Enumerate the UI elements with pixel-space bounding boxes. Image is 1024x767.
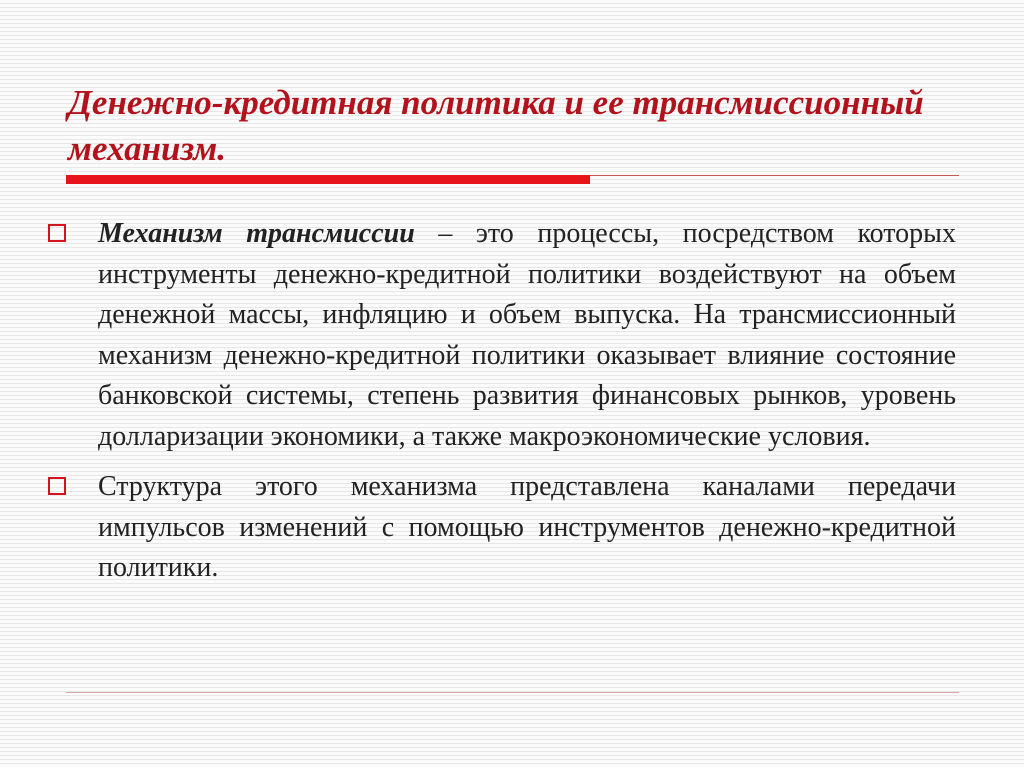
bullet-text: Структура этого механизма представлена каналами передачи импульсов изменений с помощью инструментов денежно-кредитной политики.	[98, 471, 956, 583]
bottom-divider	[66, 692, 959, 693]
title-accent-bar	[66, 175, 590, 184]
hollow-square-bullet-icon	[48, 477, 66, 495]
bullet-item-mechanism-structure	[46, 467, 956, 589]
bullet-list	[46, 214, 956, 599]
bullet-item-transmission-mechanism	[46, 214, 956, 457]
slide-title: Денежно-кредитная политика и ее трансмиссионный механизм.	[68, 83, 924, 168]
title-underline	[66, 172, 959, 186]
title-thin-line	[590, 175, 959, 176]
hollow-square-bullet-icon	[48, 224, 66, 242]
bullet-text: – это процессы, посредством которых инструменты денежно-кредитной политики воздействуют на объем денежной массы, инфляцию и объем выпуска. На трансмиссионный механизм денежно-кредитной политики оказывает влияние состояние банковской системы, степень развития финансовых рынков, уровень долларизации экономики, а также макроэкономические условия.	[98, 218, 956, 452]
term-transmission-mechanism: Механизм трансмиссии	[98, 218, 415, 249]
